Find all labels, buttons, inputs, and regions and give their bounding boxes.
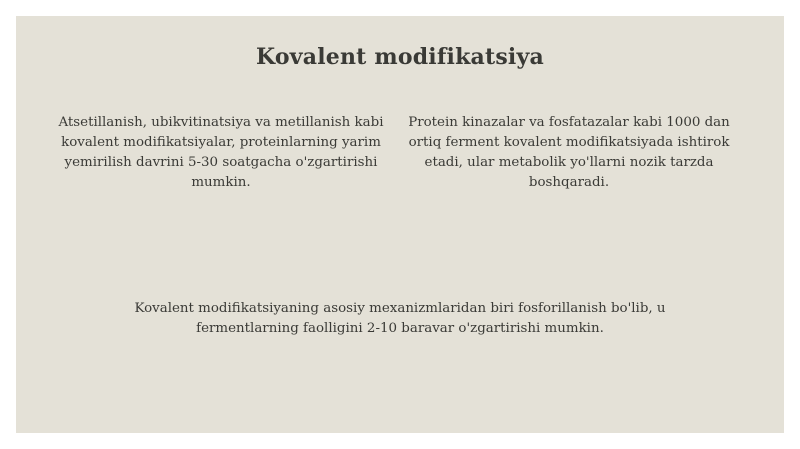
paragraph-right: Protein kinazalar va fosfatazalar kabi 1000 dan ortiq ferment kovalent modifikatsiyada ishtirok etadi, ular metabolik yo'llarni nozik tarzda boshqaradi. bbox=[408, 115, 730, 190]
paragraph-left: Atsetillanish, ubikvitinatsiya va metillanish kabi kovalent modifikatsiyalar, proteinlarning yarim yemirilish davrini 5-30 soatgacha o'zgartirishi mumkin. bbox=[58, 115, 384, 190]
slide bbox=[16, 16, 784, 433]
paragraph-bottom: Kovalent modifikatsiyaning asosiy mexanizmlaridan biri fosforillanish bo'lib, u fermentlarning faolligini 2-10 baravar o'zgartirishi mumkin. bbox=[134, 301, 666, 336]
slide-title: Kovalent modifikatsiya bbox=[256, 44, 544, 70]
